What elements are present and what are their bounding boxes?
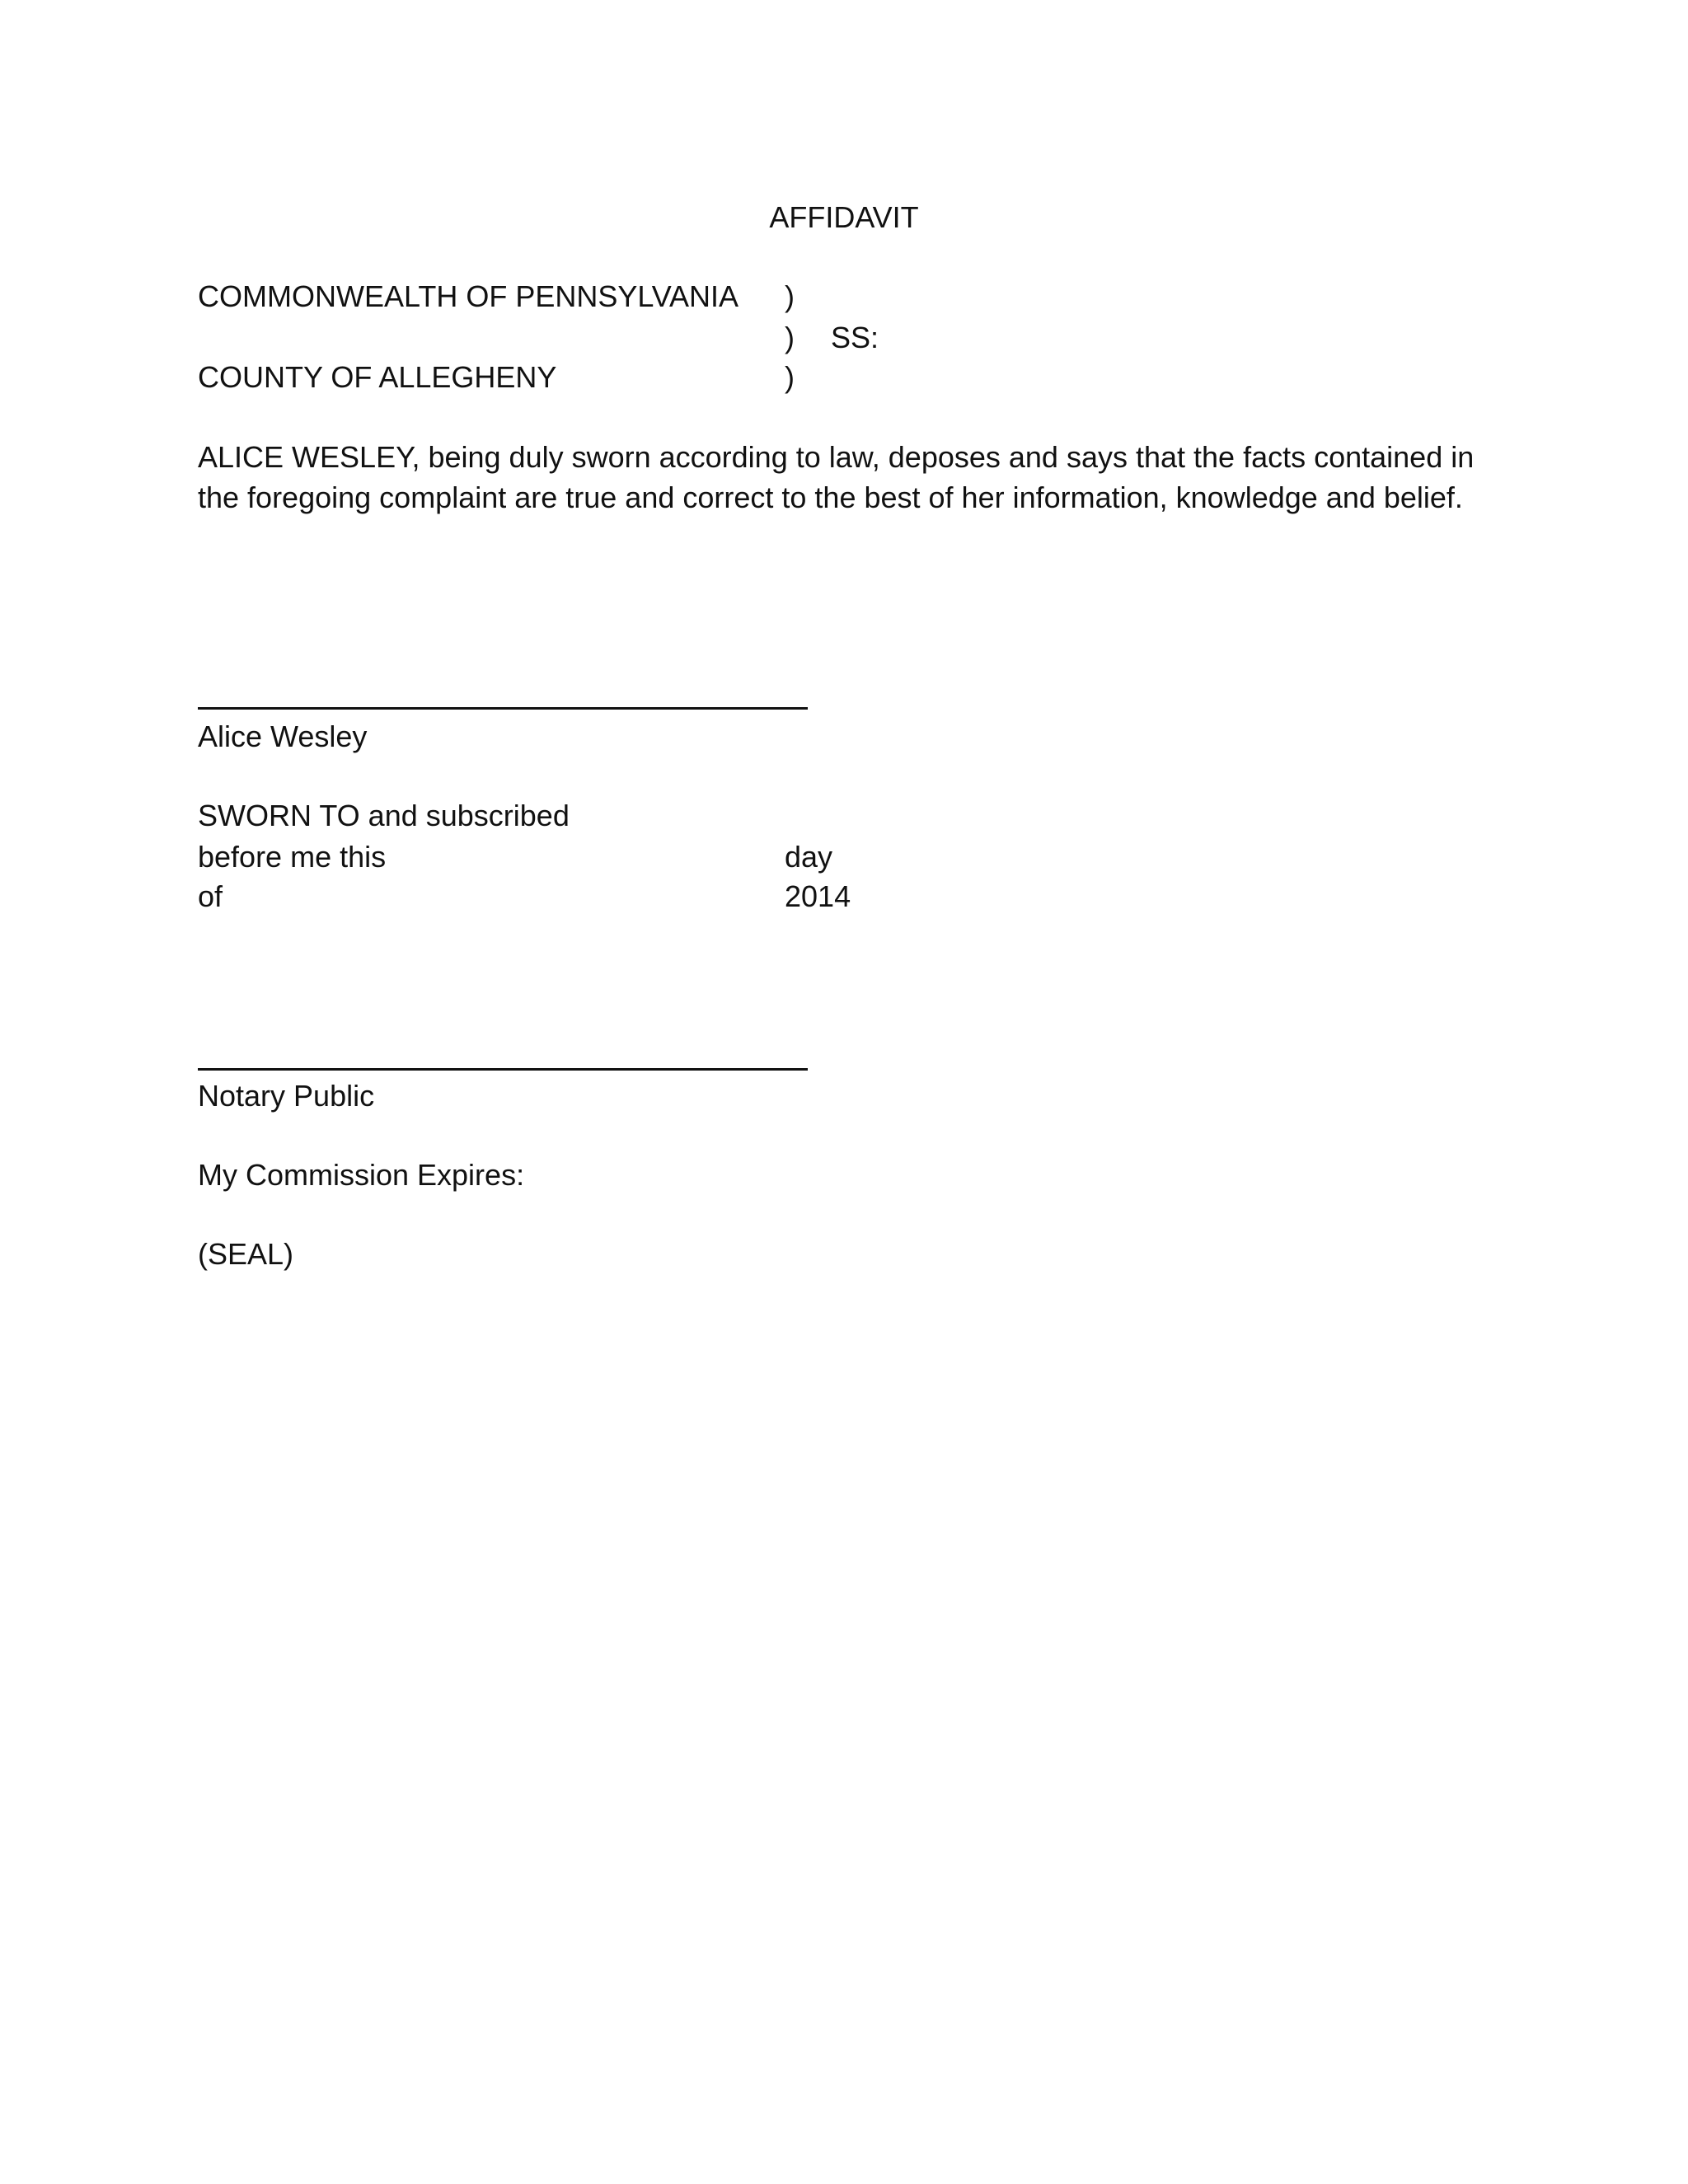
affidavit-body: ALICE WESLEY, being duly sworn according to law, deposes and says that the facts contained in the foregoing complaint are true and correct to the best of her information, knowledge and belief. xyxy=(198,440,1475,514)
venue-county: COUNTY OF ALLEGHENY xyxy=(198,360,557,394)
notary-label: Notary Public xyxy=(198,1079,375,1113)
venue-paren-2: ) xyxy=(785,321,795,354)
venue-paren-3: ) xyxy=(785,360,795,394)
affiant-signature-line xyxy=(198,707,808,710)
seal-label: (SEAL) xyxy=(198,1237,294,1271)
jurat-of: of xyxy=(198,879,223,913)
commission-expires-label: My Commission Expires: xyxy=(198,1158,525,1192)
affiant-name: Alice Wesley xyxy=(198,719,368,753)
notary-signature-line xyxy=(198,1068,808,1071)
venue-ss: SS: xyxy=(831,321,879,354)
jurat-year: 2014 xyxy=(785,879,851,913)
jurat-line-1: SWORN TO and subscribed xyxy=(198,799,570,832)
jurat-day: day xyxy=(785,840,833,874)
venue-commonwealth: COMMONWEALTH OF PENNSYLVANIA xyxy=(198,279,739,313)
document-title: AFFIDAVIT xyxy=(769,200,919,234)
venue-paren-1: ) xyxy=(785,279,795,313)
jurat-before-me: before me this xyxy=(198,840,387,874)
